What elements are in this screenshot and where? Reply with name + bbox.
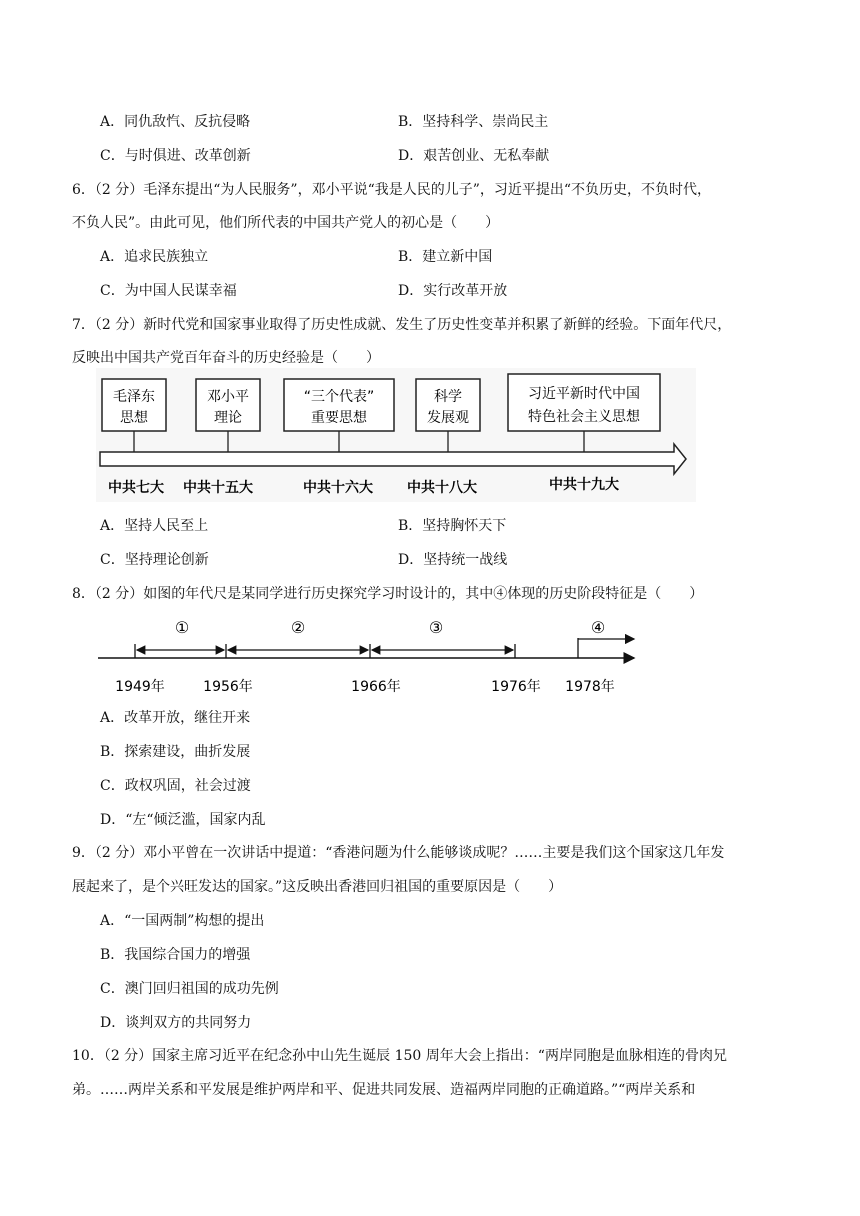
q7-box-2 <box>196 379 260 431</box>
q9-option-d: D．谈判双方的共同努力 <box>100 1015 252 1031</box>
q9-option-b: B．我国综合国力的增强 <box>100 947 251 963</box>
q8-segment-4: ④ <box>590 618 606 637</box>
q8-year-1976: 1976年 <box>491 679 541 695</box>
q7-box-4-line1: 科学 <box>434 389 462 405</box>
q8-year-1949: 1949年 <box>115 679 165 695</box>
q7-box-3-line2: 重要思想 <box>311 410 367 426</box>
q8-timeline-figure <box>96 614 646 700</box>
q7-option-b: B．坚持胸怀天下 <box>398 518 507 534</box>
q6-option-c: C．为中国人民谋幸福 <box>100 283 237 299</box>
q8-year-1966: 1966年 <box>351 679 401 695</box>
q8-option-c: C．政权巩固，社会过渡 <box>100 778 251 794</box>
q8-year-1956: 1956年 <box>203 679 253 695</box>
q7-box-4 <box>416 379 480 431</box>
q7-option-c: C．坚持理论创新 <box>100 552 209 568</box>
q8-option-d: D．“左“倾泛滥，国家内乱 <box>100 812 266 828</box>
q8-year-1978: 1978年 <box>565 679 615 695</box>
q7-stem-line2: 反映出中国共产党百年奋斗的历史经验是（ ） <box>72 350 380 366</box>
q7-box-1 <box>102 379 166 431</box>
q10-stem-line2: 弟。……两岸关系和平发展是维护两岸和平、促进共同发展、造福两岸同胞的正确道路。”“两岸关系和 <box>72 1082 696 1098</box>
q7-box-5 <box>508 374 660 431</box>
q6-stem-line1: 6．（2 分）毛泽东提出“为人民服务”，邓小平说“我是人民的儿子”，习近平提出“不负历史，不负时代， <box>72 182 712 198</box>
q9-option-c: C．澳门回归祖国的成功先例 <box>100 981 279 997</box>
q7-box-5-line2: 特色社会主义思想 <box>528 409 640 425</box>
q7-box-1-line1: 毛泽东 <box>113 389 155 405</box>
q6-option-d: D．实行改革开放 <box>398 283 508 299</box>
q7-box-3 <box>284 379 394 431</box>
q7-option-a: A．坚持人民至上 <box>100 518 209 534</box>
q9-stem-line1: 9．（2 分）邓小平曾在一次讲话中提道：“香港问题为什么能够谈成呢？……主要是我们这个国家这几年发 <box>72 845 725 861</box>
q8-segment-1: ① <box>174 618 190 637</box>
q7-label-1: 中共七大 <box>108 480 164 496</box>
q7-box-1-line2: 思想 <box>120 410 148 426</box>
q7-label-2: 中共十五大 <box>183 480 253 496</box>
q7-option-d: D．坚持统一战线 <box>398 552 508 568</box>
q8-option-b: B．探索建设，曲折发展 <box>100 744 251 760</box>
q7-label-4: 中共十八大 <box>407 480 477 496</box>
q5-option-d: D．艰苦创业、无私奉献 <box>398 148 550 164</box>
q5-option-c: C．与时俱进、改革创新 <box>100 148 251 164</box>
q5-option-b: B．坚持科学、崇尚民主 <box>398 114 549 130</box>
q7-box-3-line1: “三个代表” <box>303 389 375 405</box>
q7-stem-line1: 7．（2 分）新时代党和国家事业取得了历史性成就、发生了历史性变革并积累了新鲜的经验。下面年代尺， <box>72 317 732 333</box>
q10-stem-line1: 10．（2 分）国家主席习近平在纪念孙中山先生诞辰 150 周年大会上指出：“两岸同胞是血脉相连的骨肉兄 <box>72 1048 727 1064</box>
q8-segment-3: ③ <box>428 618 444 637</box>
q7-box-2-line1: 邓小平 <box>207 389 249 405</box>
q5-option-a: A．同仇敌忾、反抗侵略 <box>100 114 251 130</box>
q8-stem-line1: 8．（2 分）如图的年代尺是某同学进行历史探究学习时设计的，其中④体现的历史阶段特征是（ ） <box>72 586 704 602</box>
q7-timeline-figure <box>96 368 696 502</box>
q6-option-b: B．建立新中国 <box>398 249 493 265</box>
q7-label-5: 中共十九大 <box>549 477 619 493</box>
q7-label-3: 中共十六大 <box>303 480 373 496</box>
q6-stem-line2: 不负人民”。由此可见，他们所代表的中国共产党人的初心是（ ） <box>72 215 500 231</box>
q7-box-5-line1: 习近平新时代中国 <box>528 386 640 402</box>
q6-option-a: A．追求民族独立 <box>100 249 209 265</box>
q7-box-2-line2: 理论 <box>214 410 242 426</box>
q8-option-a: A．改革开放，继往开来 <box>100 710 251 726</box>
q9-stem-line2: 展起来了，是个兴旺发达的国家。”这反映出香港回归祖国的重要原因是（ ） <box>72 879 563 895</box>
q7-box-4-line2: 发展观 <box>427 410 469 426</box>
q9-option-a: A．“一国两制”构想的提出 <box>100 913 265 929</box>
q8-segment-2: ② <box>290 618 306 637</box>
